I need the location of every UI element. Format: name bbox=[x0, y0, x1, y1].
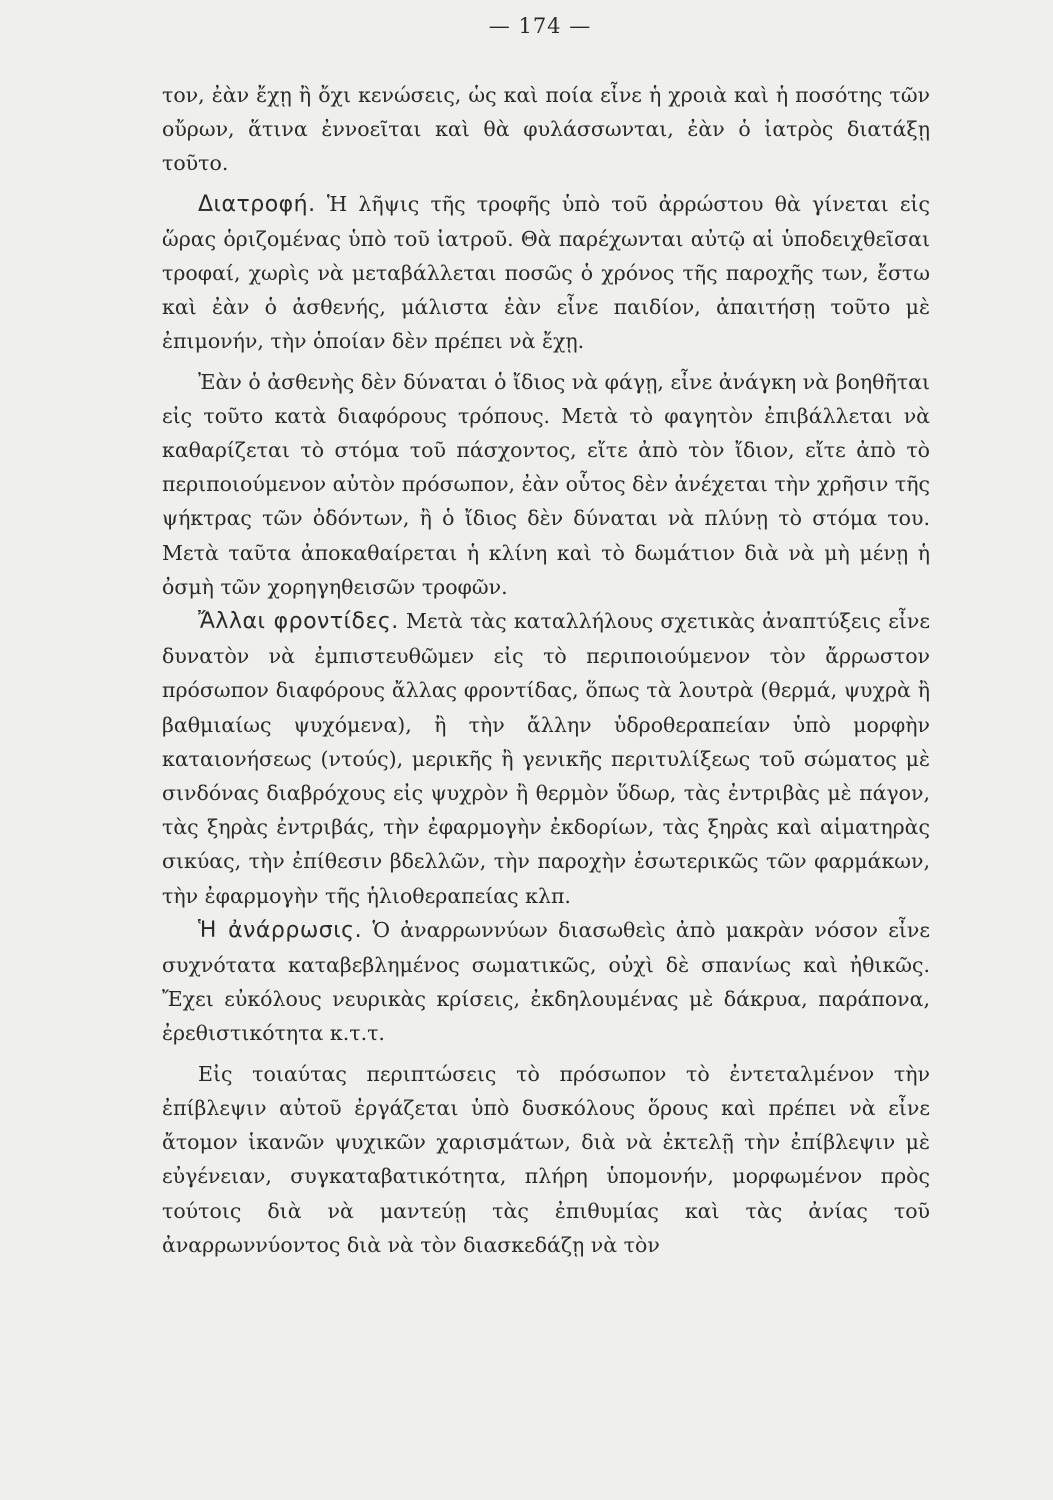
paragraph-text: Ὁ ἀναρρωννύων διασωθεὶς ἀπὸ μακρὰν νόσον εἶνε συχνότατα καταβεβλημένος σωματικῶς, οὐχὶ δὲ σπανίως καὶ ἠθικῶς. Ἔχει εὐκόλους νευρικὰς κρίσεις, ἐκδηλουμένας μὲ δάκρυα, παράπονα, ἐρεθιστικότητα κ.τ.τ. bbox=[162, 917, 930, 1046]
paragraph-feeding bbox=[162, 365, 930, 604]
paragraph-continuation bbox=[162, 78, 930, 181]
paragraph-text: Εἰς τοιαύτας περιπτώσεις τὸ πρόσωπον τὸ ἐντεταλμένον τὴν ἐπίβλεψιν αὐτοῦ ἐργάζεται ὑπὸ δυσκόλους ὅρους καὶ πρέπει νὰ εἶνε ἄτομον ἱκανῶν ψυχικῶν χαρισμάτων, διὰ νὰ ἐκτελῇ τὴν ἐπίβλεψιν μὲ εὐγένειαν, συγκαταβατικότητα, πλήρη ὑπομονήν, μορφωμένον πρὸς τούτοις διὰ νὰ μαντεύῃ τὰς ἐπιθυμίας καὶ τὰς ἀνίας τοῦ ἀναρρωννύοντος διὰ νὰ τὸν διασκεδάζῃ νὰ τὸν bbox=[162, 1061, 930, 1257]
paragraph-text: Ἐὰν ὁ ἀσθενὴς δὲν δύναται ὁ ἴδιος νὰ φάγῃ, εἶνε ἀνάγκη νὰ βοηθῆται εἰς τοῦτο κατὰ διαφόρους τρόπους. Μετὰ τὸ φαγητὸν ἐπιβάλλεται νὰ καθαρίζεται τὸ στόμα τοῦ πάσχοντος, εἴτε ἀπὸ τὸν ἴδιον, εἴτε ἀπὸ τὸ περιποιούμενον αὐτὸν πρόσωπον, ἐὰν οὗτος δὲν ἀνέχεται τὴν χρῆσιν τῆς ψήκτρας τῶν ὀδόντων, ἢ ὁ ἴδιος δὲν δύναται νὰ πλύνῃ τὸ στόμα του. Μετὰ ταῦτα ἀποκαθαίρεται ἡ κλίνη καὶ τὸ δωμάτιον διὰ νὰ μὴ μένῃ ἡ ὀσμὴ τῶν χορηγηθεισῶν τροφῶν. bbox=[162, 369, 930, 599]
paragraph-other-care bbox=[162, 604, 930, 913]
section-heading-other-care: Ἄλλαι φροντίδες. bbox=[198, 609, 399, 635]
paragraph-recovery bbox=[162, 913, 930, 1051]
section-heading-recovery: Ἡ ἀνάρρωσις. bbox=[198, 917, 363, 943]
page-number: — 174 — bbox=[488, 14, 592, 38]
body-text bbox=[162, 78, 930, 1262]
paragraph-text: Μετὰ τὰς καταλλήλους σχετικὰς ἀναπτύξεις εἶνε δυνατὸν νὰ ἐμπιστευθῶμεν εἰς τὸ περιποιούμενον τὸν ἄρρωστον πρόσωπον διαφόρους ἄλλας φροντίδας, ὅπως τὰ λουτρὰ (θερμά, ψυχρὰ ἢ βαθμιαίως ψυχόμενα), ἢ τὴν ἄλλην ὑδροθεραπείαν ὑπὸ μορφὴν καταιονήσεως (ντούς), μερικῆς ἢ γενικῆς περιτυλίξεως τοῦ σώματος μὲ σινδόνας διαβρόχους εἰς ψυχρὸν ἢ θερμὸν ὕδωρ, τὰς ἐντριβὰς μὲ πάγον, τὰς ξηρὰς ἐντριβάς, τὴν ἐφαρμογὴν ἐκδορίων, τὰς ξηρὰς καὶ αἱματηρὰς σικύας, τὴν ἐπίθεσιν βδελλῶν, τὴν παροχὴν ἐσωτερικῶς τῶν φαρμάκων, τὴν ἐφαρμογὴν τῆς ἡλιοθεραπείας κλπ. bbox=[162, 609, 930, 908]
section-heading-diet: Διατροφή. bbox=[198, 191, 316, 217]
paragraph-text: Ἡ λῆψις τῆς τροφῆς ὑπὸ τοῦ ἀρρώστου θὰ γίνεται εἰς ὥρας ὁριζομένας ὑπὸ τοῦ ἰατροῦ. Θὰ παρέχωνται αὐτῷ αἱ ὑποδειχθεῖσαι τροφαί, χωρὶς νὰ μεταβάλλεται ποσῶς ὁ χρόνος τῆς παροχῆς των, ἔστω καὶ ἐὰν ὁ ἀσθενής, μάλιστα ἐὰν εἶνε παιδίον, ἀπαιτήσῃ τοῦτο μὲ ἐπιμονήν, τὴν ὁποίαν δὲν πρέπει νὰ ἔχῃ. bbox=[162, 191, 930, 354]
paragraph-diet bbox=[162, 187, 930, 359]
paragraph-text: τον, ἐὰν ἔχῃ ἢ ὄχι κενώσεις, ὡς καὶ ποία εἶνε ἡ χροιὰ καὶ ἡ ποσότης τῶν οὔρων, ἅτινα ἐννοεῖται καὶ θὰ φυλάσσωνται, ἐὰν ὁ ἰατρὸς διατάξῃ τοῦτο. bbox=[162, 83, 930, 176]
paragraph-supervision bbox=[162, 1057, 930, 1262]
